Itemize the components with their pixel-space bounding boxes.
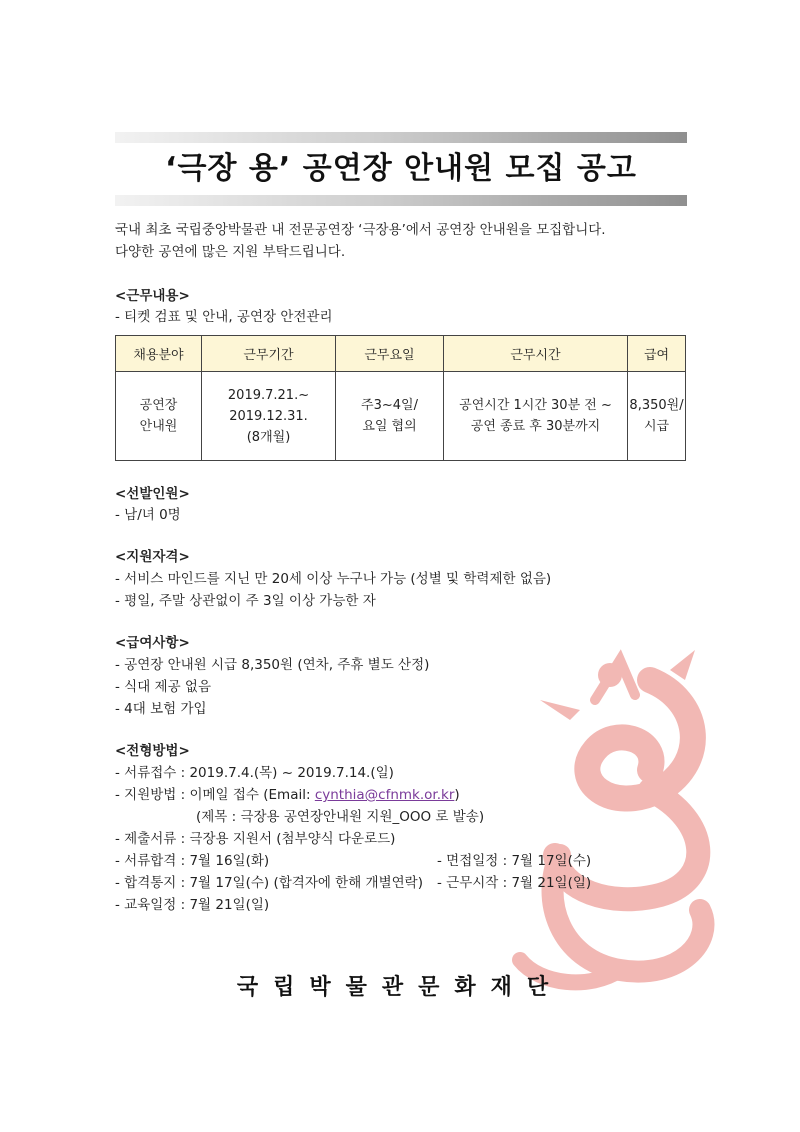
table-header-cell: 채용분야 [116, 336, 202, 372]
table-header-cell: 근무기간 [202, 336, 336, 372]
dragon-watermark [500, 640, 720, 1020]
cell-line: 안내원 [139, 419, 178, 434]
process-interview: - 면접일정 : 7월 17일(수) [437, 853, 592, 869]
pay-item: - 공연장 안내원 시급 8,350원 (연차, 주휴 별도 산정) [115, 657, 430, 673]
apply-suffix: ) [454, 787, 460, 803]
cell-line: (8개월) [246, 429, 291, 445]
table-cell-hours [444, 372, 628, 461]
title-bar-top [115, 132, 687, 143]
cell-line: 요일 협의 [362, 419, 417, 434]
table-row [116, 372, 686, 461]
cell-line: 공연시간 1시간 30분 전 ~ [459, 398, 612, 413]
email-link[interactable]: cynthia@cfnmk.or.kr [314, 787, 455, 803]
intro-line: 국내 최초 국립중앙박물관 내 전문공연장 ‘극장용’에서 공연장 안내원을 모집합니다. [115, 222, 606, 238]
table-cell-field [116, 372, 202, 461]
intro-text [115, 219, 715, 263]
intro-line: 다양한 공연에 많은 지원 부탁드립니다. [115, 244, 346, 260]
section-heading-pay: <급여사항> [115, 635, 190, 651]
qualification-item: - 서비스 마인드를 지닌 만 20세 이상 누구나 가능 (성별 및 학력제한 없음) [115, 571, 552, 587]
table-cell-period [202, 372, 336, 461]
page-title: ‘극장 용’ 공연장 안내원 모집 공고 [165, 151, 637, 186]
duty-item: - 티켓 검표 및 안내, 공연장 안전관리 [115, 309, 333, 325]
table-header-cell: 근무시간 [444, 336, 628, 372]
section-heading-duty: <근무내용> [115, 288, 190, 304]
table-cell-days [336, 372, 444, 461]
table-header-cell: 근무요일 [336, 336, 444, 372]
table-header-row [116, 336, 686, 372]
process-apply-note: (제목 : 극장용 공연장안내원 지원_OOO 로 발송) [196, 809, 485, 825]
process-training: - 교육일정 : 7월 21일(일) [115, 897, 270, 913]
cell-line: 공연 종료 후 30분까지 [470, 419, 601, 434]
process-apply [115, 783, 460, 803]
title-bar-bottom [115, 195, 687, 206]
headcount-item: - 남/녀 0명 [115, 507, 181, 523]
section-heading-headcount: <선발인원> [115, 486, 190, 502]
apply-prefix: - 지원방법 : 이메일 접수 (Email: [115, 787, 315, 803]
pay-item: - 4대 보험 가입 [115, 701, 207, 717]
cell-line: 2019.12.31. [229, 408, 308, 424]
section-heading-qualification: <지원자격> [115, 549, 190, 565]
pay-item: - 식대 제공 없음 [115, 679, 211, 695]
cell-line: 공연장 [139, 398, 178, 413]
cell-line: 8,350원/ [629, 398, 684, 413]
cell-line: 시급 [643, 419, 670, 434]
process-submit: - 제출서류 : 극장용 지원서 (첨부양식 다운로드) [115, 831, 396, 847]
footer-organization: 국립박물관문화재단 [236, 975, 564, 1000]
section-heading-process: <전형방법> [115, 743, 190, 759]
recruitment-table [115, 335, 686, 461]
cell-line: 주3~4일/ [361, 398, 418, 413]
table-header-cell: 급여 [628, 336, 686, 372]
table-cell-pay [628, 372, 686, 461]
process-pass-docs: - 서류합격 : 7월 16일(화) [115, 853, 270, 869]
qualification-item: - 평일, 주말 상관없이 주 3일 이상 가능한 자 [115, 593, 376, 609]
cell-line: 2019.7.21.~ [227, 387, 310, 403]
process-start: - 근무시작 : 7월 21일(일) [437, 875, 592, 891]
process-notice: - 합격통지 : 7월 17일(수) (합격자에 한해 개별연락) [115, 875, 423, 891]
process-docs: - 서류접수 : 2019.7.4.(목) ~ 2019.7.14.(일) [115, 765, 394, 781]
